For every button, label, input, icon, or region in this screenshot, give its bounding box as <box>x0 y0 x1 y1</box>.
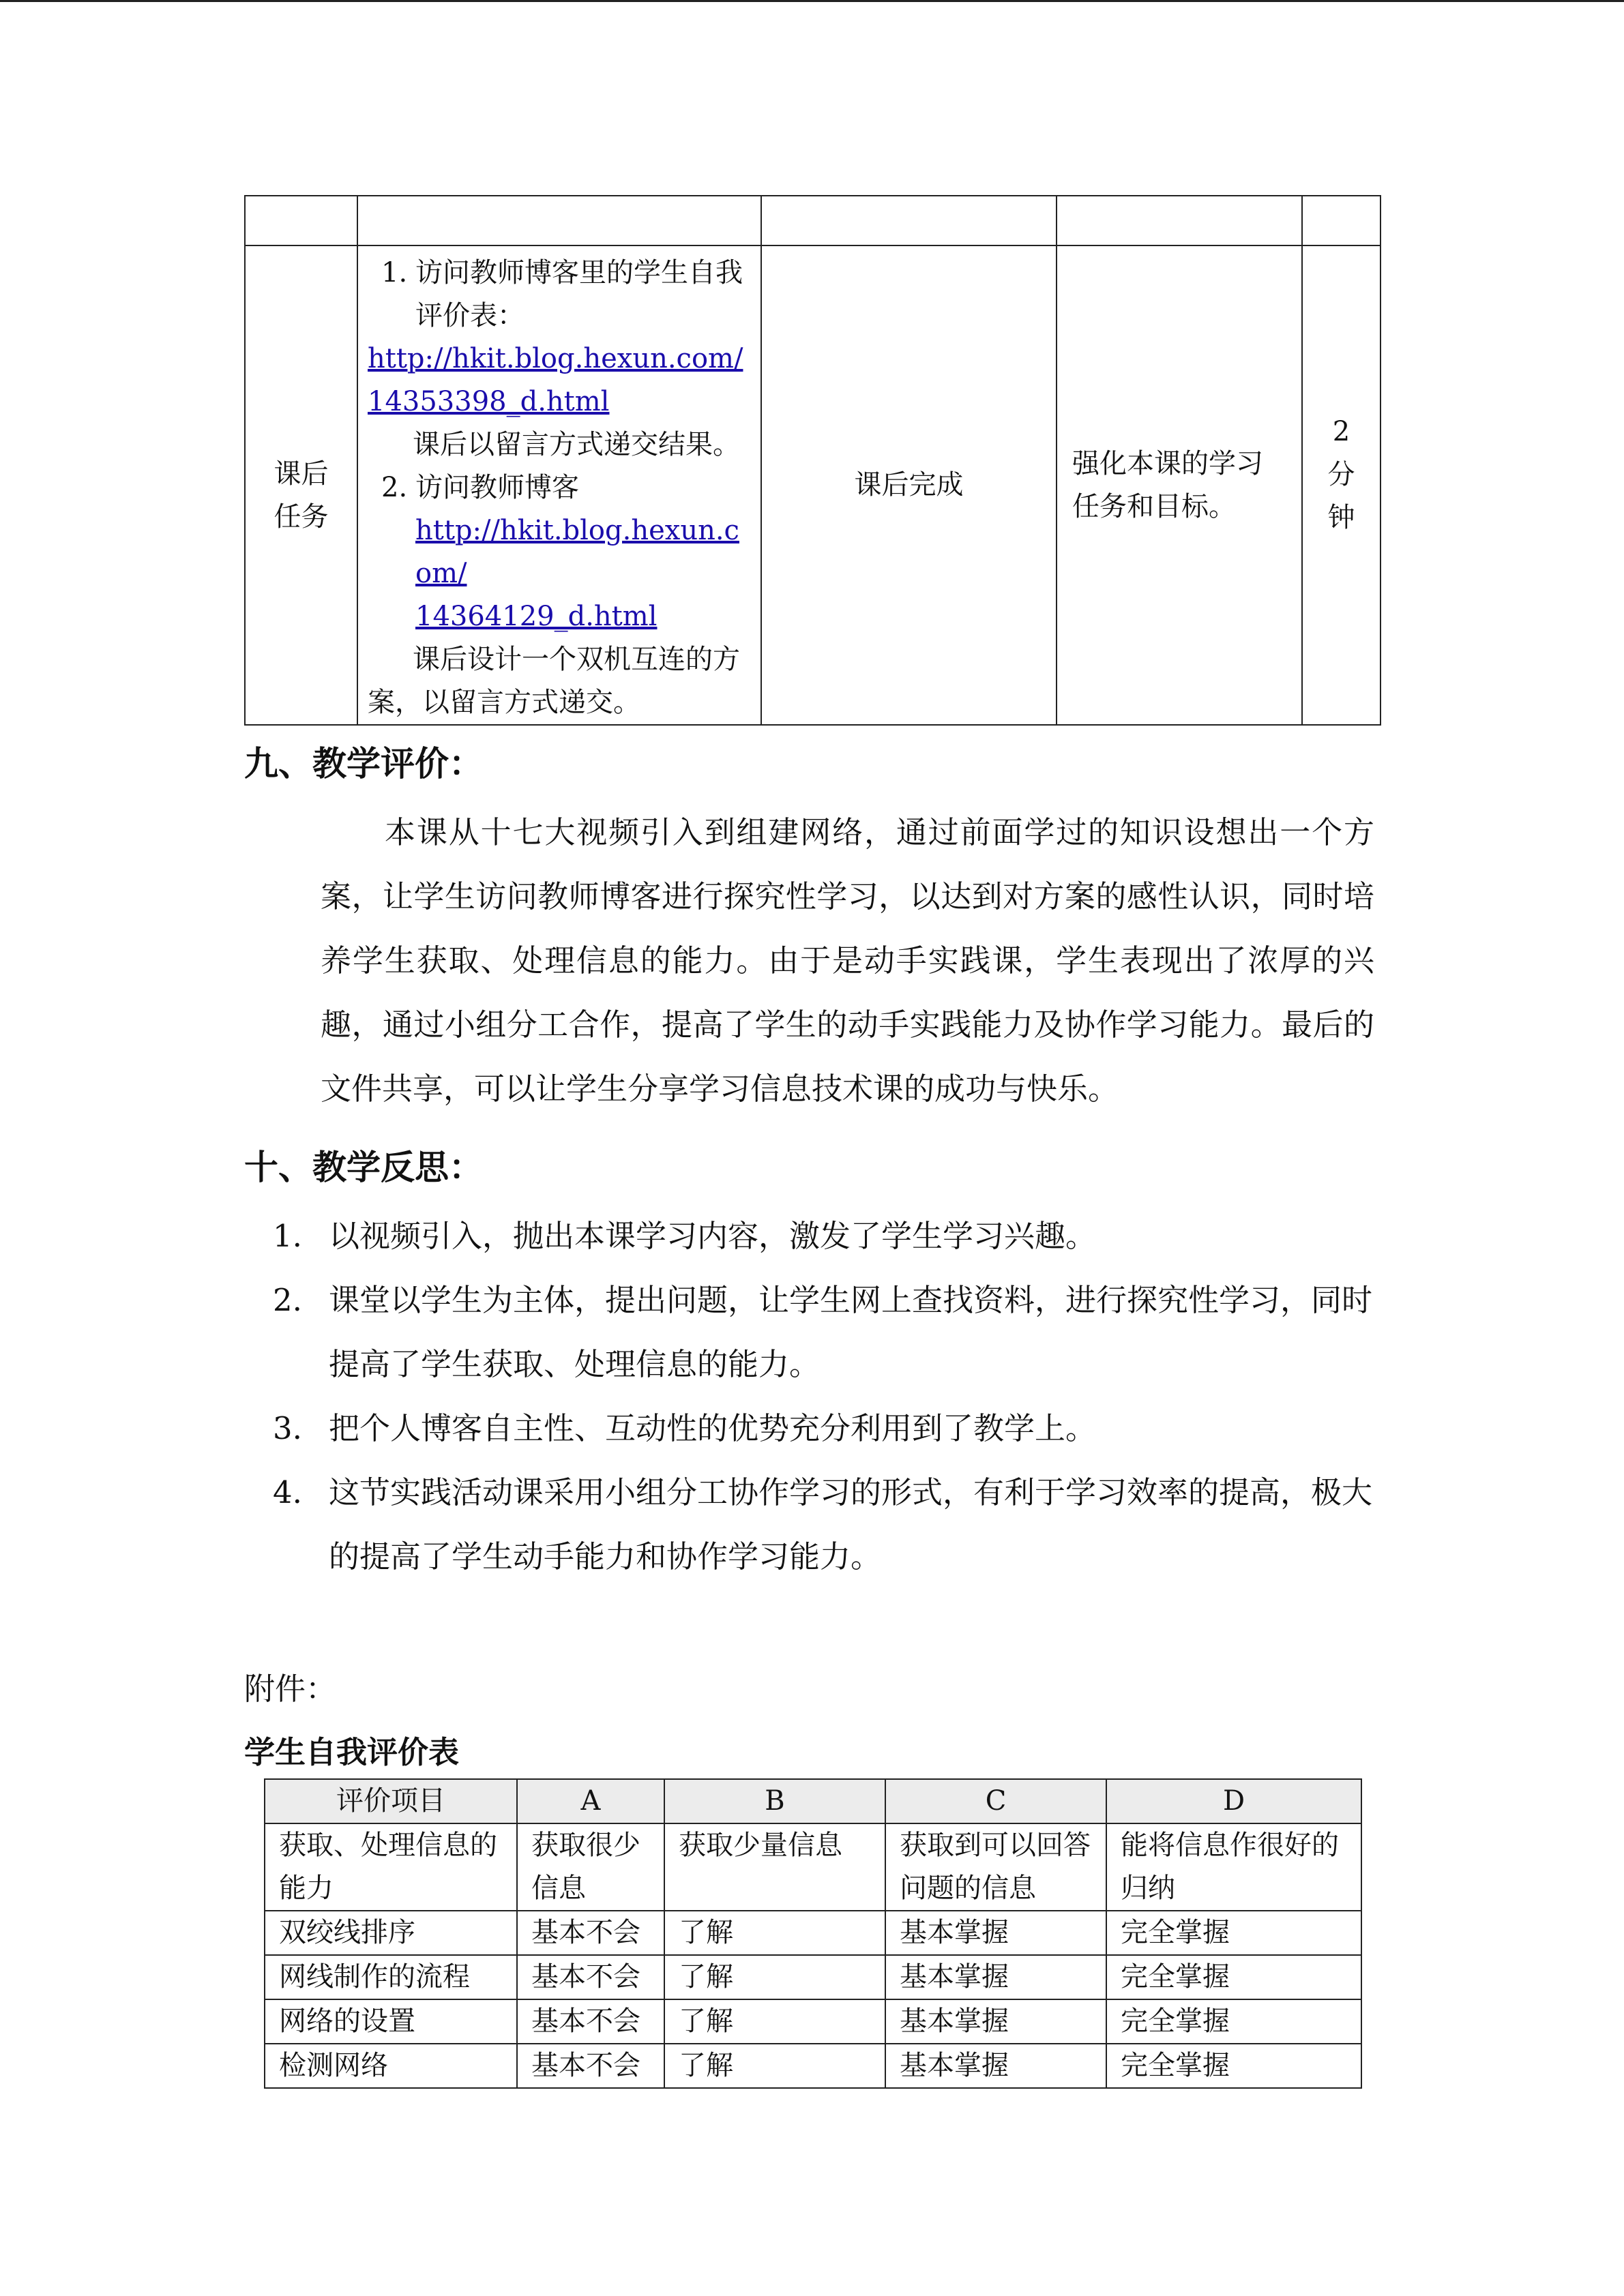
table-row <box>245 196 1381 245</box>
evaluation-paragraph: 本课从十七大视频引入到组建网络，通过前面学过的知识设想出一个方案，让学生访问教师博客进行探究性学习，以达到对方案的感性认识，同时培养学生获取、处理信息的能力。由于是动手实践课，学生表现出了浓厚的兴趣，通过小组分工合作，提高了学生的动手实践能力及协作学习能力。最后的文件共享，可以让学生分享学习信息技术课的成功与快乐。 <box>321 814 1374 1107</box>
column-header: C <box>885 1779 1106 1823</box>
task-content-cell: 1. 访问教师博客里的学生自我评价表： http://hkit.blog.hexun.com/14353398_d.html 课后以留言方式递交结果。 2. 访问教师博客 http://hkit.blog.hexun.com/ 14364129_d.html 课后设计一个双机互连的方案，以留言方式递交。 <box>357 245 761 725</box>
page-top-border <box>0 0 1624 2</box>
time-cell: 2 分 钟 <box>1302 245 1381 725</box>
table-row: 网络的设置 基本不会 了解 基本掌握 完全掌握 <box>265 1999 1361 2044</box>
list-item: 1. 访问教师博客里的学生自我评价表： <box>381 257 743 331</box>
list-item: 3. 把个人博客自主性、互动性的优势充分利用到了教学上。 <box>273 1410 1097 1446</box>
self-evaluation-table <box>264 1778 1362 2089</box>
column-header: A <box>517 1779 664 1823</box>
column-header: B <box>664 1779 885 1823</box>
table-row <box>245 245 1381 725</box>
section-heading-reflection: 十、教学反思： <box>244 1148 483 1187</box>
table-row: 网线制作的流程 基本不会 了解 基本掌握 完全掌握 <box>265 1955 1361 1999</box>
list-item: 2. 课堂以学生为主体，提出问题，让学生网上查找资料，进行探究性学习，同时提高了学生获取、处理信息的能力。 <box>273 1282 1373 1382</box>
list-item: 4. 这节实践活动课采用小组分工协作学习的形式，有利于学习效率的提高，极大的提高了学生动手能力和协作学习能力。 <box>273 1474 1373 1575</box>
teacher-blog-link[interactable]: http://hkit.blog.hexun.com/ <box>415 515 739 589</box>
table-row: 检测网络 基本不会 了解 基本掌握 完全掌握 <box>265 2044 1361 2088</box>
lesson-plan-table <box>244 195 1381 726</box>
column-header: D <box>1106 1779 1361 1823</box>
table-row: 双绞线排序 基本不会 了解 基本掌握 完全掌握 <box>265 1911 1361 1955</box>
teacher-blog-link-cont[interactable]: 14364129_d.html <box>415 601 658 632</box>
list-item: 2. 访问教师博客 <box>381 472 579 503</box>
eval-table-title: 学生自我评价表 <box>244 1734 460 1770</box>
activity-cell: 课后完成 <box>761 245 1057 725</box>
attachment-label: 附件： <box>244 1671 337 1707</box>
table-row: 获取、处理信息的能力 获取很少信息 获取少量信息 获取到可以回答问题的信息 能将信息作很好的归纳 <box>265 1823 1361 1911</box>
self-eval-link[interactable]: http://hkit.blog.hexun.com/14353398_d.html <box>368 343 743 417</box>
table-header-row <box>265 1779 1361 1823</box>
row-label: 课后 任务 <box>245 245 357 725</box>
reflection-list <box>273 1204 1378 1589</box>
list-item: 1. 以视频引入，抛出本课学习内容，激发了学生学习兴趣。 <box>273 1218 1097 1254</box>
goal-cell: 强化本课的学习任务和目标。 <box>1057 245 1302 725</box>
section-heading-evaluation: 九、教学评价： <box>244 744 483 784</box>
column-header: 评价项目 <box>265 1779 517 1823</box>
